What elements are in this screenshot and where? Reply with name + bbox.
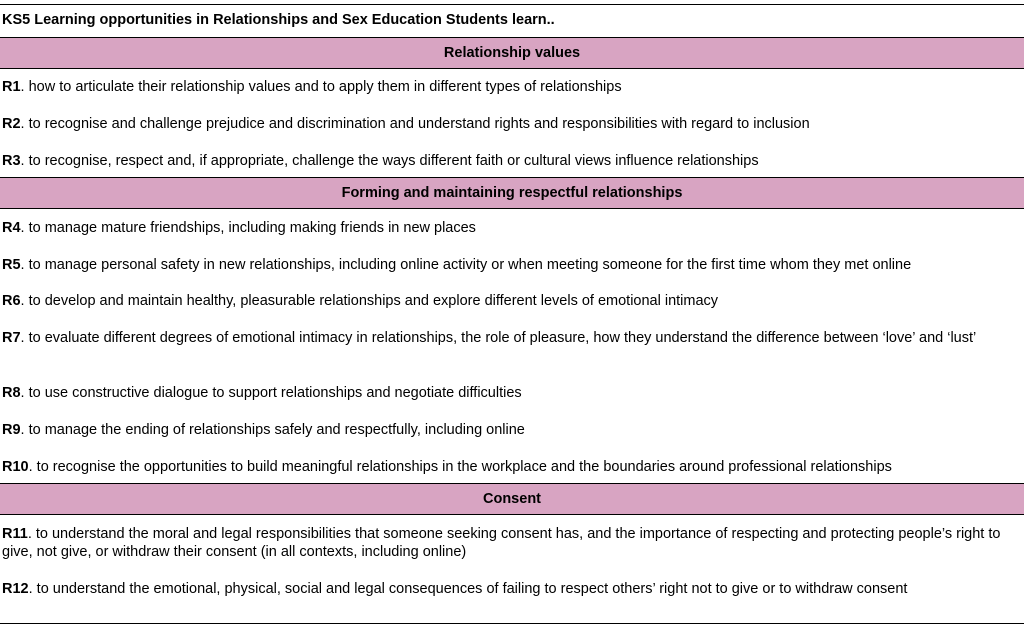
item-r12 bbox=[2, 580, 1020, 598]
item-r5 bbox=[2, 256, 1020, 274]
item-code: R11 bbox=[2, 526, 28, 542]
bottom-border bbox=[0, 623, 1024, 624]
item-text: . to recognise and challenge prejudice and discrimination and understand rights and responsibilities with regard to inclusion bbox=[20, 116, 810, 132]
item-text: . how to articulate their relationship values and to apply them in different types of relationships bbox=[20, 79, 622, 95]
item-r2 bbox=[2, 115, 1020, 133]
item-text: . to understand the moral and legal responsibilities that someone seeking consent has, and the importance of respecting and protecting people’s right to give, not give, or withdraw their consent (in all contexts, including online) bbox=[2, 526, 1001, 560]
item-code: R1 bbox=[2, 79, 21, 95]
item-code: R9 bbox=[2, 422, 21, 438]
item-code: R12 bbox=[2, 581, 29, 597]
item-r8 bbox=[2, 384, 1020, 402]
item-code: R5 bbox=[2, 257, 21, 273]
item-r9 bbox=[2, 421, 1020, 439]
item-text: . to understand the emotional, physical, social and legal consequences of failing to respect others’ right not to give or to withdraw consent bbox=[28, 581, 908, 597]
item-text: . to recognise the opportunities to build meaningful relationships in the workplace and the boundaries around professional relationships bbox=[28, 459, 892, 475]
item-text: . to use constructive dialogue to support relationships and negotiate difficulties bbox=[20, 385, 522, 401]
section-heading-forming-relationships: Forming and maintaining respectful relationships bbox=[0, 177, 1024, 209]
item-r6 bbox=[2, 292, 1020, 310]
top-border bbox=[0, 4, 1024, 5]
item-r4 bbox=[2, 219, 1020, 237]
item-code: R7 bbox=[2, 330, 21, 346]
section-heading-relationship-values: Relationship values bbox=[0, 37, 1024, 69]
document-title: KS5 Learning opportunities in Relationships and Sex Education Students learn.. bbox=[2, 12, 555, 28]
item-code: R8 bbox=[2, 385, 21, 401]
item-text: . to develop and maintain healthy, pleasurable relationships and explore different levels of emotional intimacy bbox=[20, 293, 719, 309]
item-r7 bbox=[2, 329, 1020, 347]
item-text: . to manage the ending of relationships safely and respectfully, including online bbox=[20, 422, 525, 438]
item-code: R2 bbox=[2, 116, 21, 132]
item-code: R10 bbox=[2, 459, 29, 475]
item-text: . to recognise, respect and, if appropriate, challenge the ways different faith or cultural views influence relationships bbox=[20, 153, 759, 169]
item-r11 bbox=[2, 525, 1020, 561]
item-r3 bbox=[2, 152, 1020, 170]
item-text: . to evaluate different degrees of emotional intimacy in relationships, the role of pleasure, how they understand the difference between ‘love’ and ‘lust’ bbox=[20, 330, 977, 346]
item-text: . to manage personal safety in new relationships, including online activity or when meeting someone for the first time whom they met online bbox=[20, 257, 912, 273]
item-text: . to manage mature friendships, including making friends in new places bbox=[20, 220, 476, 236]
item-r1 bbox=[2, 78, 1020, 96]
item-r10 bbox=[2, 458, 1020, 476]
item-code: R4 bbox=[2, 220, 21, 236]
section-heading-consent: Consent bbox=[0, 483, 1024, 515]
item-code: R3 bbox=[2, 153, 21, 169]
item-code: R6 bbox=[2, 293, 21, 309]
